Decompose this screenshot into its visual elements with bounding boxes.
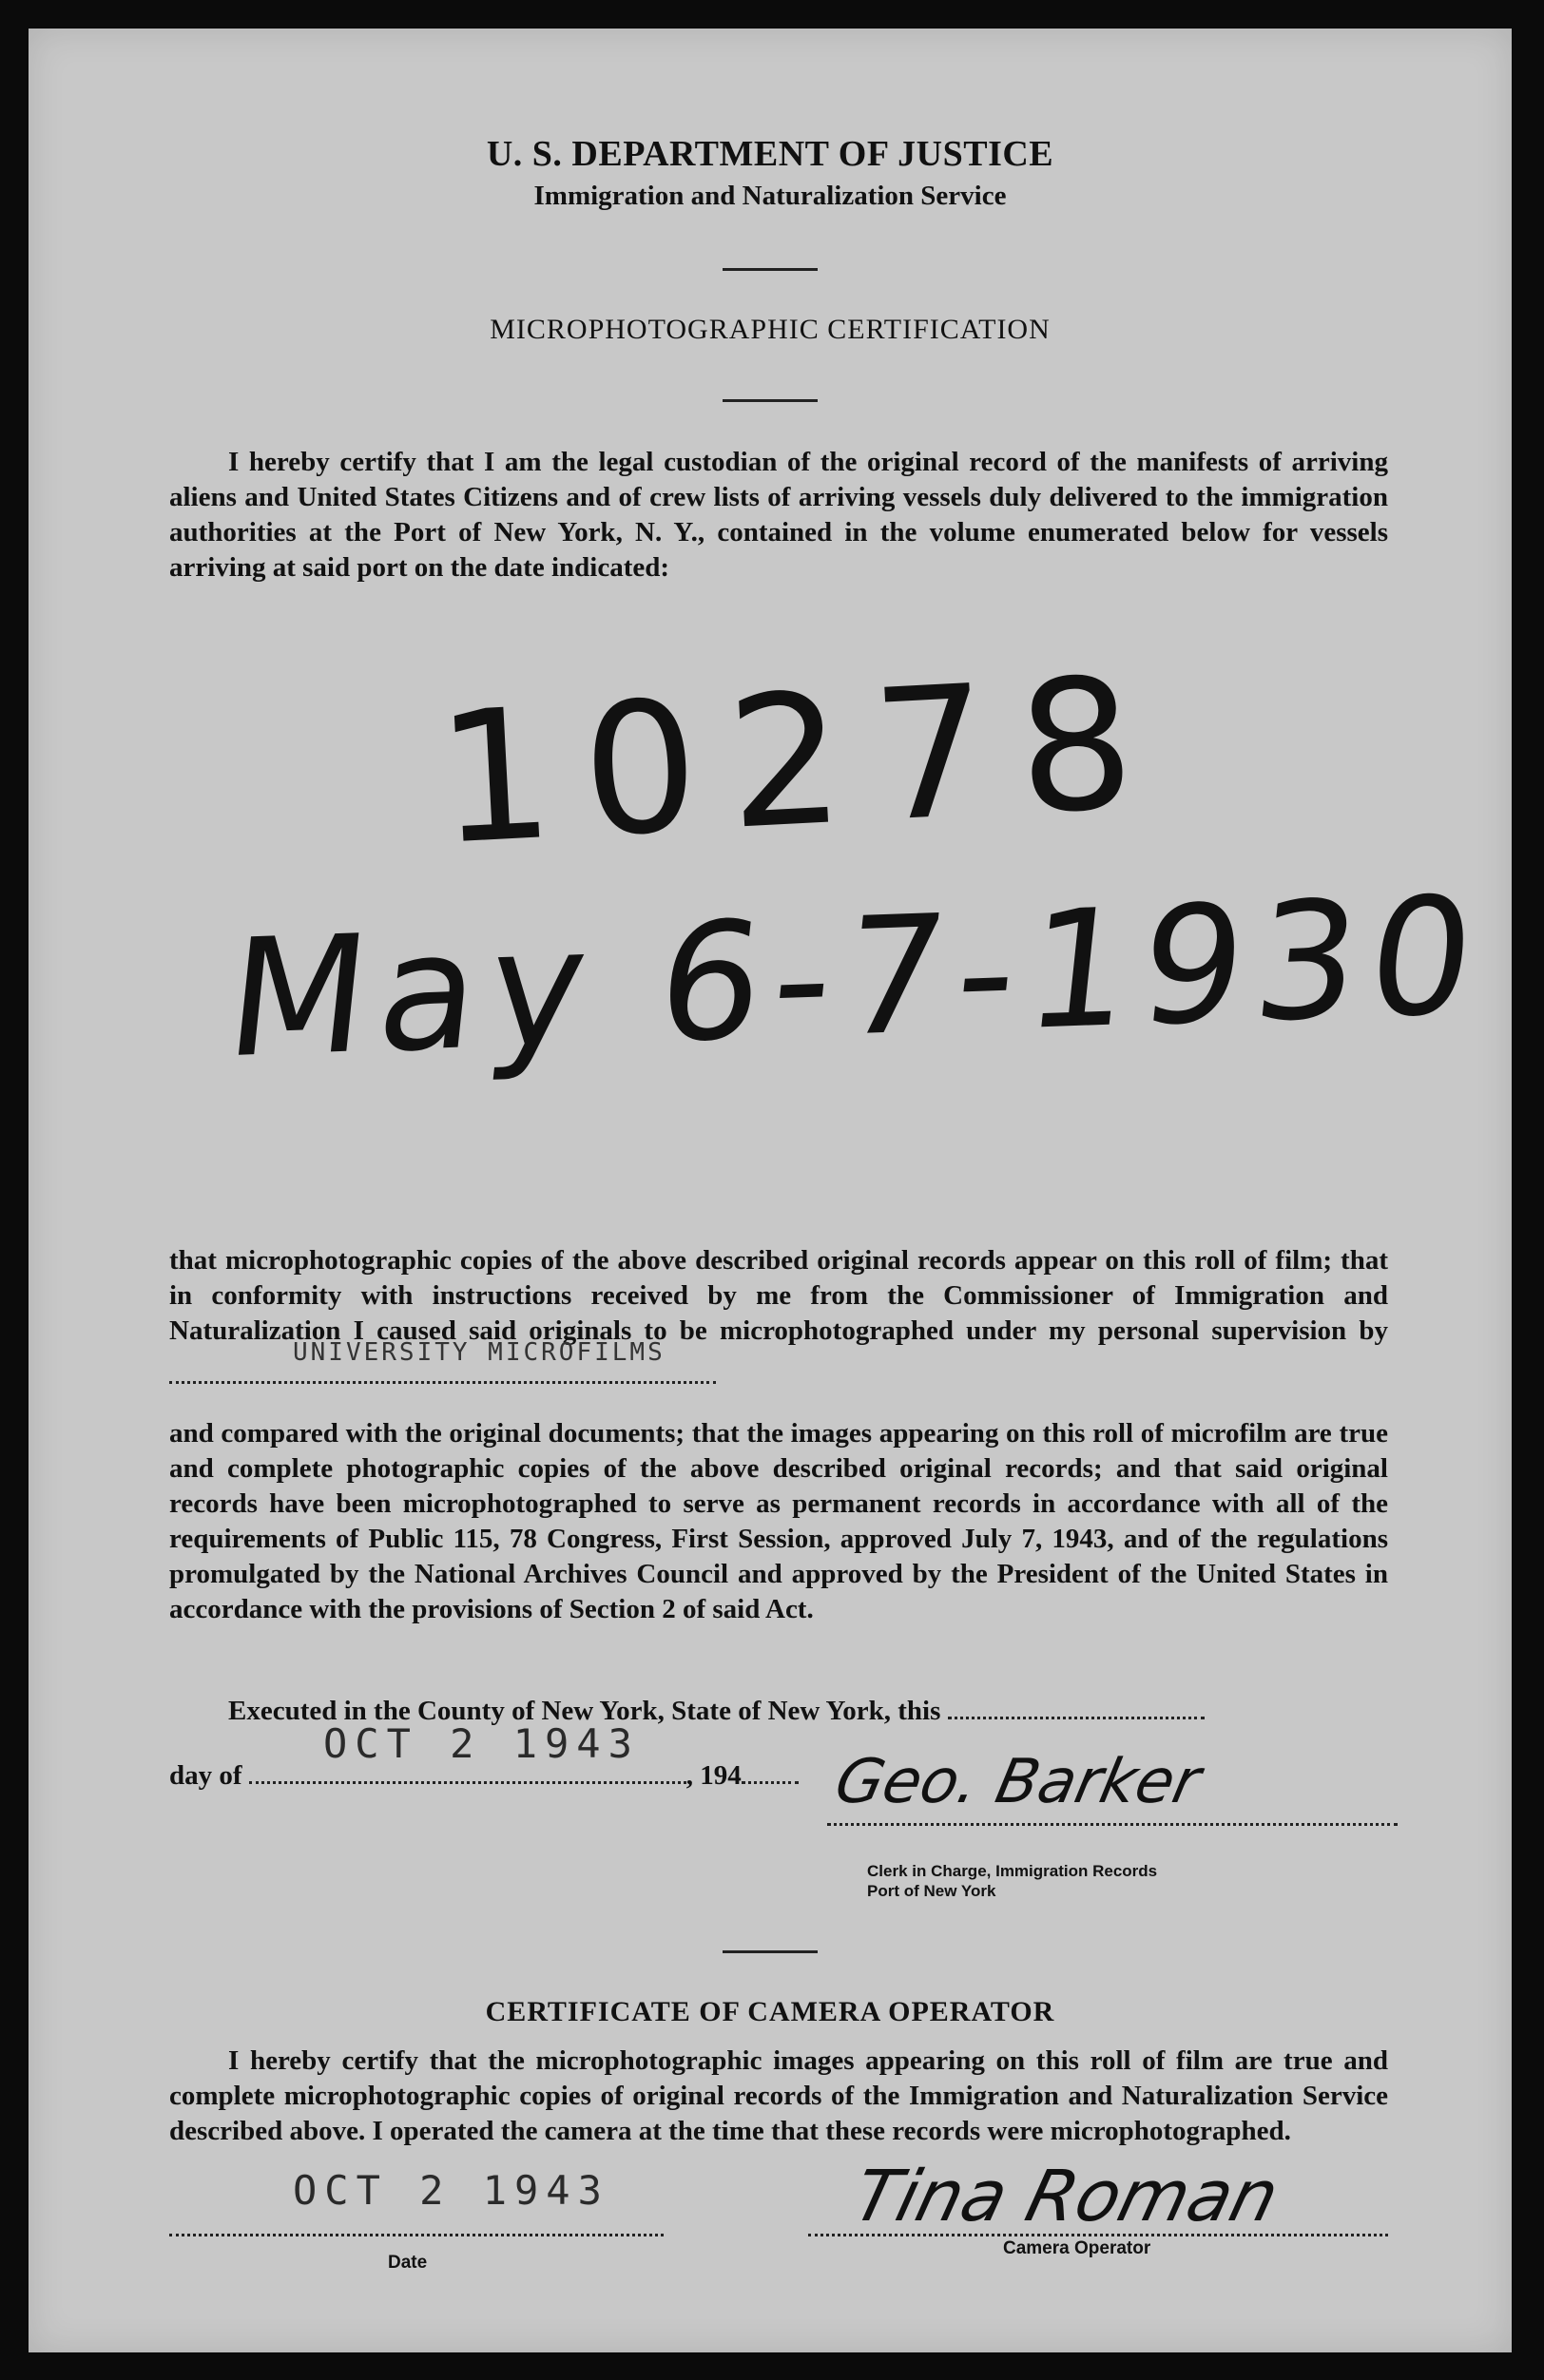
year-prefix: , 194 bbox=[685, 1760, 742, 1791]
operator-signature: Tina Roman bbox=[845, 2156, 1287, 2237]
intro-text: I hereby certify that I am the legal custodian of the original record of the manifests of arriving aliens and United States Citizens and of crew lists of arriving vessels duly delivered to the immigration authorities at the Port of New York, N. Y., contained in the volume enumerated below for vessels arriving at said port on the date indicated: bbox=[169, 447, 1388, 583]
body-text-part1: that microphotographic copies of the above described original records appear on this roll of film; that in conformity with instructions received by me from the Commissioner of Immigration and Naturalization I caused said originals to be microphotographed under my personal supervision by bbox=[169, 1245, 1388, 1346]
service-subheading: Immigration and Naturalization Service bbox=[533, 181, 1007, 211]
body-paragraph-2 bbox=[169, 1416, 1388, 1627]
camera-operator-text: I hereby certify that the microphotographic images appearing on this roll of film are true and complete microphotographic copies of original records of the Immigration and Naturalization Service described above. I operated the camera at the time that these records were microphotographed. bbox=[169, 2045, 1388, 2146]
microfilmer-line bbox=[169, 1338, 716, 1384]
day-of-line bbox=[169, 1758, 799, 1794]
clerk-title-line1: Clerk in Charge, Immigration Records bbox=[867, 1862, 1158, 1880]
day-of-blank bbox=[249, 1758, 686, 1784]
clerk-signature-line bbox=[827, 1823, 1398, 1826]
divider bbox=[723, 399, 818, 402]
execution-day-line bbox=[948, 1694, 1205, 1719]
operator-label: Camera Operator bbox=[1003, 2238, 1151, 2258]
date-line bbox=[169, 2234, 664, 2236]
execution-text: Executed in the County of New York, State of New York, this bbox=[228, 1696, 941, 1726]
body-paragraph-1 bbox=[169, 1243, 1388, 1384]
department-heading: U. S. DEPARTMENT OF JUSTICE bbox=[486, 134, 1054, 174]
clerk-title bbox=[867, 1861, 1157, 1901]
certification-title: MICROPHOTOGRAPHIC CERTIFICATION bbox=[490, 314, 1051, 345]
camera-operator-title: CERTIFICATE OF CAMERA OPERATOR bbox=[485, 1996, 1055, 2027]
body-text-1 bbox=[169, 1243, 1388, 1384]
date-label: Date bbox=[388, 2253, 428, 2273]
handwritten-date: May 6-7-1930 bbox=[218, 861, 1495, 1095]
camera-date-stamp: OCT 2 1943 bbox=[293, 2167, 609, 2214]
intro-paragraph bbox=[169, 445, 1388, 585]
year-blank bbox=[742, 1758, 799, 1784]
clerk-title-line2: Port of New York bbox=[867, 1882, 996, 1900]
certificate-sheet bbox=[29, 29, 1512, 2352]
microfilmer-name: UNIVERSITY MICROFILMS bbox=[293, 1338, 666, 1367]
clerk-signature: Geo. Barker bbox=[829, 1747, 1206, 1817]
execution-date-stamp: OCT 2 1943 bbox=[323, 1720, 640, 1767]
handwritten-volume-number: 10278 bbox=[432, 637, 1169, 885]
day-of-label: day of bbox=[169, 1760, 242, 1791]
divider bbox=[723, 268, 818, 271]
operator-signature-line bbox=[808, 2234, 1388, 2236]
body-text-2: and compared with the original documents; that the images appearing on this roll of microfilm are true and complete photographic copies of the above described original records; and that said original records have been microphotographed to serve as permanent records in accordance with all of the requirements of Public 115, 78 Congress, First Session, approved July 7, 1943, and of the regulations promulgated by the National Archives Council and approved by the President of the United States in accordance with the provisions of Section 2 of said Act. bbox=[169, 1418, 1388, 1624]
divider bbox=[723, 1950, 818, 1953]
camera-operator-paragraph bbox=[169, 2044, 1388, 2149]
